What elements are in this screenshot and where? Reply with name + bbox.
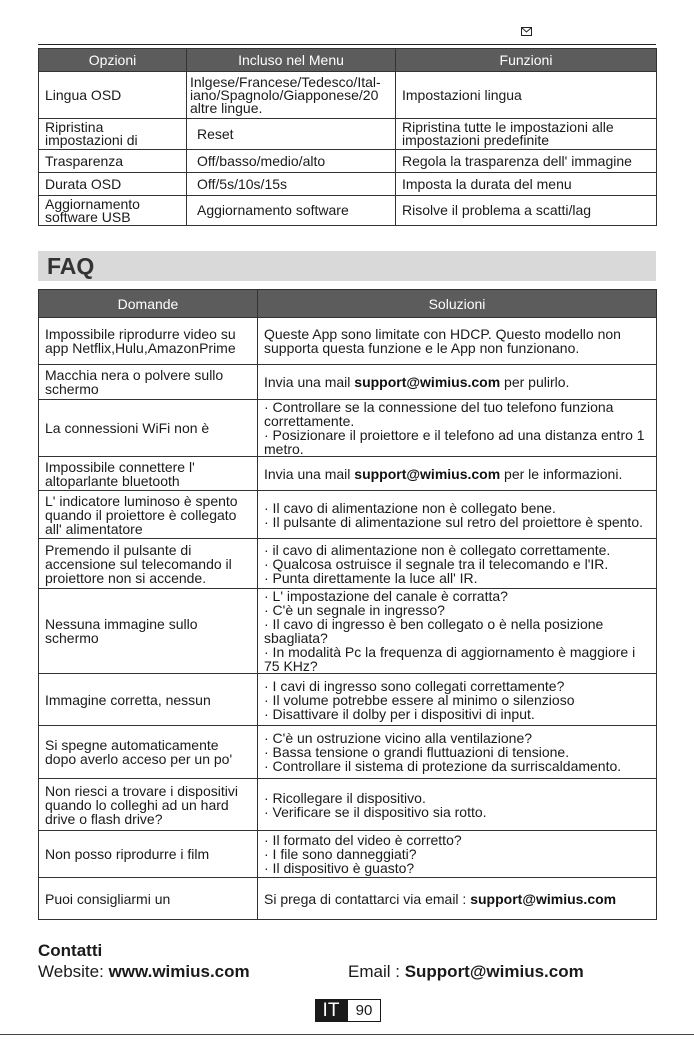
table-row [39,173,657,196]
faq-answer [258,726,657,779]
faq-question: Immagine corretta, nessun [39,674,258,726]
faq-row [39,726,657,779]
answer-line: · I file sono danneggiati? [264,846,417,862]
page-header [38,24,656,46]
faq-header-cell: Soluzioni [258,290,657,318]
answer-line: Queste App sono limitate con HDCP. Questo modello non supporta questa funzione e le App non funzionano. [264,326,621,356]
faq-title: FAQ [47,253,95,279]
table-row [39,72,657,119]
answer-line: · C'è un segnale in ingresso? [264,602,445,618]
option-cell: Trasparenza [39,150,187,173]
faq-question: Non posso riprodurre i film [39,831,258,878]
answer-line: · Qualcosa ostruisce il segnale tra il telecomando e l'IR. [264,555,609,572]
support-email-link[interactable]: support@wimius.com [470,890,617,907]
faq-question: Macchia nera o polvere sullo schermo [39,365,258,400]
faq-answer [258,589,657,674]
faq-question: La connessioni WiFi non è [39,400,258,457]
faq-row [39,779,657,831]
email-link[interactable]: Support@wimius.com [404,962,584,981]
answer-text: per le informazioni. [500,465,623,482]
faq-row [39,400,657,457]
menu-cell: Off/5s/10s/15s [187,173,396,196]
function-cell: Risolve il problema a scatti/lag [396,196,657,226]
option-cell: Lingua OSD [39,72,187,119]
answer-text: per pulirlo. [500,374,570,390]
answer-line: · Controllare il sistema di protezione da surriscaldamento. [264,758,622,774]
menu-cell: Aggiornamento software [187,196,396,226]
answer-text: Invia una mail [264,374,355,390]
options-header-cell: Incluso nel Menu [187,49,396,72]
faq-answer [258,878,657,920]
faq-answer [258,365,657,400]
answer-text: Si prega di contattarci via email : [264,890,471,907]
answer-line: · Ricollegare il dispositivo. [264,789,426,806]
answer-text: Invia una mail [264,465,355,482]
answer-line: · Il volume potrebbe essere al minimo o silenzioso [264,691,575,708]
contacts-heading: Contatti [38,941,103,960]
header-rule [38,44,656,45]
faq-question: Non riesci a trovare i dispositivi quando lo colleghi ad un hard drive o flash drive? [39,779,258,831]
faq-answer [258,674,657,726]
option-cell: Ripristina impostazioni di [39,119,187,150]
answer-line: · Posizionare il proiettore e il telefono ad una distanza entro 1 metro. [264,427,645,457]
faq-answer [258,457,657,491]
answer-line: · Verificare se il dispositivo sia rotto. [264,803,487,820]
faq-question: Nessuna immagine sullo schermo [39,589,258,674]
email-label: Email : [348,962,405,981]
faq-question: Puoi consigliarmi un [39,878,258,920]
answer-line: · Il pulsante di alimentazione sul retro del proiettore è spento. [264,513,643,530]
table-row [39,196,657,226]
menu-cell: Off/basso/medio/alto [187,150,396,173]
faq-question: L' indicatore luminoso è spento quando il proiettore è collegato all' alimentatore [39,491,258,539]
options-table [38,48,657,226]
table-row [39,119,657,150]
answer-line: · In modalità Pc la frequenza di aggiornamento è maggiore i 75 KHz? [264,644,636,674]
option-cell: Durata OSD [39,173,187,196]
faq-question: Impossibile connettere l' altoparlante bluetooth [39,457,258,491]
faq-row [39,539,657,589]
faq-row [39,457,657,491]
options-header-row [39,49,657,72]
faq-row [39,318,657,365]
faq-answer [258,491,657,539]
function-cell: Regola la trasparenza dell' immagine [396,150,657,173]
faq-row [39,674,657,726]
answer-line: · Il cavo di ingresso è ben collegato o è nella posizione sbagliata? [264,616,604,646]
support-email-link[interactable]: support@wimius.com [354,374,501,390]
option-cell: Aggiornamento software USB [39,196,187,226]
email-line [348,962,584,982]
function-cell: Impostazioni lingua [396,72,657,119]
faq-answer [258,779,657,831]
website-link[interactable]: www.wimius.com [108,962,250,981]
answer-line: · il cavo di alimentazione non è collegato correttamente. [264,541,611,558]
faq-answer [258,831,657,878]
faq-header-cell: Domande [39,290,258,318]
function-cell: Ripristina tutte le impostazioni alle impostazioni predefinite [396,119,657,150]
table-row [39,150,657,173]
footer-rule [0,1034,694,1035]
faq-answer [258,539,657,589]
faq-body [39,318,657,920]
faq-question: Si spegne automaticamente dopo averlo acceso per un po' [39,726,258,779]
page-language: IT [315,999,347,1022]
faq-row [39,878,657,920]
website-label: Website: [38,962,109,981]
faq-question: Premendo il pulsante di accensione sul telecomando il proiettore non si accende. [39,539,258,589]
function-cell: Imposta la durata del menu [396,173,657,196]
faq-row [39,365,657,400]
page-number: 90 [347,999,381,1022]
website-line [38,962,250,982]
answer-line: · Bassa tensione o grandi fluttuazioni di tensione. [264,744,570,760]
answer-line: · C'è un ostruzione vicino alla ventilazione? [264,730,533,746]
faq-question: Impossibile riprodurre video su app Netflix,Hulu,AmazonPrime [39,318,258,365]
options-header-cell: Opzioni [39,49,187,72]
faq-answer [258,400,657,457]
envelope-icon [521,27,532,36]
faq-row [39,491,657,539]
menu-cell: Reset [187,119,396,150]
answer-line: · Punta direttamente la luce all' IR. [264,569,478,586]
answer-line: · Controllare se la connessione del tuo telefono funziona correttamente. [264,399,614,429]
menu-cell: Inlgese/Francese/Tedesco/Ital-iano/Spagnolo/Giapponese/20 altre lingue. [187,72,396,119]
faq-table [38,289,657,920]
answer-line: · Il formato del video è corretto? [264,832,462,848]
answer-line: · L' impostazione del canale è corratta? [264,588,508,604]
answer-line: · Il cavo di alimentazione non è collegato bene. [264,499,556,516]
faq-row [39,589,657,674]
faq-section-bar [38,251,656,281]
faq-answer [258,318,657,365]
options-header-cell: Funzioni [396,49,657,72]
faq-row [39,831,657,878]
support-email-link[interactable]: support@wimius.com [354,465,501,482]
answer-line: · Il dispositivo è guasto? [264,860,415,876]
answer-line: · I cavi di ingresso sono collegati correttamente? [264,677,565,694]
answer-line: · Disattivare il dolby per i dispositivi di input. [264,705,535,722]
faq-header-row [39,290,657,318]
